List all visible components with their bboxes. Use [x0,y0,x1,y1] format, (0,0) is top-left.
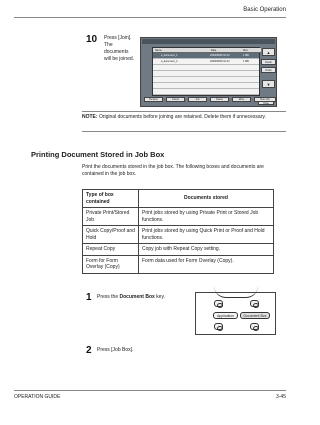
scroll-up-button[interactable]: ▲ [262,48,275,56]
join-screen [140,37,277,107]
operation-panel [195,292,276,335]
job-box-table [82,189,274,274]
note-rule-bottom [82,131,286,132]
note [82,114,282,121]
table-cell-documents: Print jobs stored by using Quick Print or Proof and Hold functions. [139,226,274,244]
step-1-suffix: key. [154,294,165,300]
table-cell-type: Private Print/Stored Job [83,208,139,226]
footer-rule [14,390,286,391]
step-1-number: 1 [86,292,92,303]
rename-button[interactable]: Rename [144,97,163,102]
column-header-name[interactable]: Name [153,48,209,53]
panel-key-icon [214,300,223,307]
column-header-date[interactable]: Date [209,48,241,53]
scroll-down-button[interactable]: ▼ [262,80,275,88]
document-date: 2008/08/08 10:10 [210,54,230,57]
step-2-text: Press [Job Box]. [97,347,134,353]
table-cell-type: Repeat Copy [83,244,139,256]
step-10-text: Press [Join]. The documents will be joined. [104,35,135,62]
document-box-key[interactable]: Document Box [240,312,270,319]
table-row [83,244,274,256]
column-header-size[interactable]: Size [241,48,261,53]
table-row [83,208,274,226]
step-1-prefix: Press the [97,294,120,300]
screen-bottom-bar [142,97,275,103]
table-header-documents: Documents stored [139,190,274,208]
step-1-text [97,294,192,301]
step-1-key: Document Box [119,294,155,300]
table-cell-type: Form for Form Overlay (Copy) [83,255,139,273]
close-button[interactable]: Close [258,101,274,105]
note-rule-top [82,111,286,112]
document-list [152,47,260,96]
footer-page-number: 3-45 [275,394,286,400]
section-intro: Print the documents stored in the job box. The following boxes and documents are contained in the job box. [82,164,264,177]
order-button[interactable]: Order [261,67,276,73]
table-row [83,255,274,273]
note-text: Original documents before joining are retained. Delete them if unnecessary. [97,114,266,120]
section-title: Printing Document Stored in Job Box [31,150,165,159]
table-cell-documents: Print jobs stored by using Private Print or Stored Job functions. [139,208,274,226]
application-key[interactable]: Application [213,312,238,319]
panel-arc [214,286,258,298]
screen-status-bar [142,39,275,44]
move-button[interactable]: Move [232,97,251,102]
delete-button[interactable]: Delete [210,97,229,102]
cancel-button[interactable]: Cancel [166,97,185,102]
document-date: 2008/08/08 10:10 [210,60,230,63]
empty-row [153,89,259,95]
store-file-button[interactable]: Store File [254,97,276,102]
document-size: 1 MB [243,54,249,57]
table-cell-documents: Copy job with Repeat Copy setting. [139,244,274,256]
panel-key-icon [250,300,259,307]
note-label: NOTE: [82,114,98,120]
page-header-title: Basic Operation [243,7,286,13]
table-row [83,226,274,244]
table-cell-documents: Form data used for Form Overlay (Copy). [139,255,274,273]
detail-button[interactable]: Detail [261,59,276,65]
panel-key-icon [214,323,223,330]
panel-key-icon [250,323,259,330]
join-button[interactable]: Join [188,97,207,102]
table-header-row [83,190,274,208]
header-rule [14,17,286,18]
step-2-number: 2 [86,345,92,356]
document-name: a_document_2 [161,60,178,63]
step-10-number: 10 [86,34,98,45]
document-name: a_document_1 [161,54,178,57]
table-header-type: Type of box contained [83,190,139,208]
footer-guide-name: OPERATION GUIDE [14,394,61,400]
document-size: 1 MB [243,60,249,63]
table-cell-type: Quick Copy/Proof and Hold [83,226,139,244]
